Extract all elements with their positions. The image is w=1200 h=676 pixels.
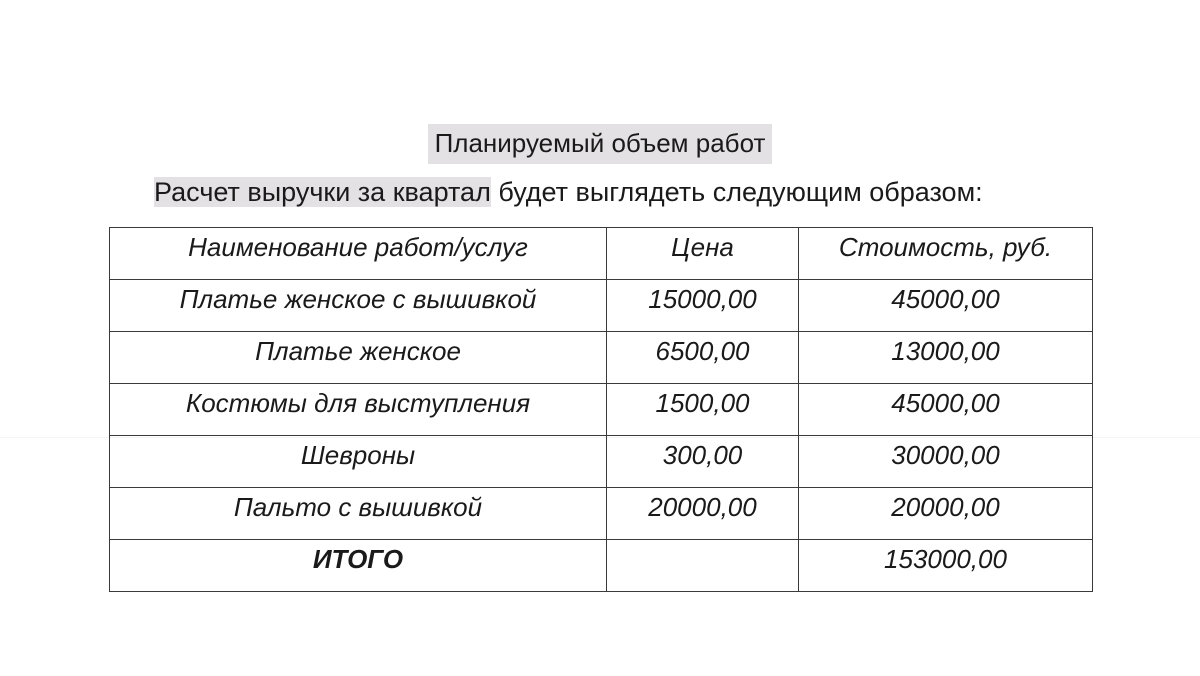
cell-cost: 13000,00 [799, 332, 1093, 384]
cell-price: 1500,00 [607, 384, 799, 436]
cell-price: 20000,00 [607, 488, 799, 540]
cell-cost: 30000,00 [799, 436, 1093, 488]
cell-name: Костюмы для выступления [110, 384, 607, 436]
table-row [110, 436, 1093, 488]
document-subtitle [154, 174, 983, 210]
total-price-cell [607, 540, 799, 592]
total-label-cell: ИТОГО [110, 540, 607, 592]
table-row [110, 332, 1093, 384]
header-cell-price: Цена [607, 228, 799, 280]
header-cell-cost: Стоимость, руб. [799, 228, 1093, 280]
cell-cost: 45000,00 [799, 280, 1093, 332]
cell-name: Пальто с вышивкой [110, 488, 607, 540]
revenue-table [109, 227, 1093, 592]
cell-cost: 45000,00 [799, 384, 1093, 436]
total-cost-cell: 153000,00 [799, 540, 1093, 592]
table-row [110, 384, 1093, 436]
cell-price: 6500,00 [607, 332, 799, 384]
table-total-row [110, 540, 1093, 592]
subtitle-highlighted-text: Расчет выручки за квартал [154, 177, 491, 207]
cell-cost: 20000,00 [799, 488, 1093, 540]
cell-name: Платье женское [110, 332, 607, 384]
document-title: Планируемый объем работ [428, 124, 773, 164]
subtitle-text: будет выглядеть следующим образом: [490, 177, 983, 207]
title-container [0, 124, 1200, 164]
cell-price: 300,00 [607, 436, 799, 488]
cell-price: 15000,00 [607, 280, 799, 332]
table-header-row [110, 228, 1093, 280]
header-cell-name: Наименование работ/услуг [110, 228, 607, 280]
cell-name: Шевроны [110, 436, 607, 488]
table-row [110, 280, 1093, 332]
cell-name: Платье женское с вышивкой [110, 280, 607, 332]
table-row [110, 488, 1093, 540]
